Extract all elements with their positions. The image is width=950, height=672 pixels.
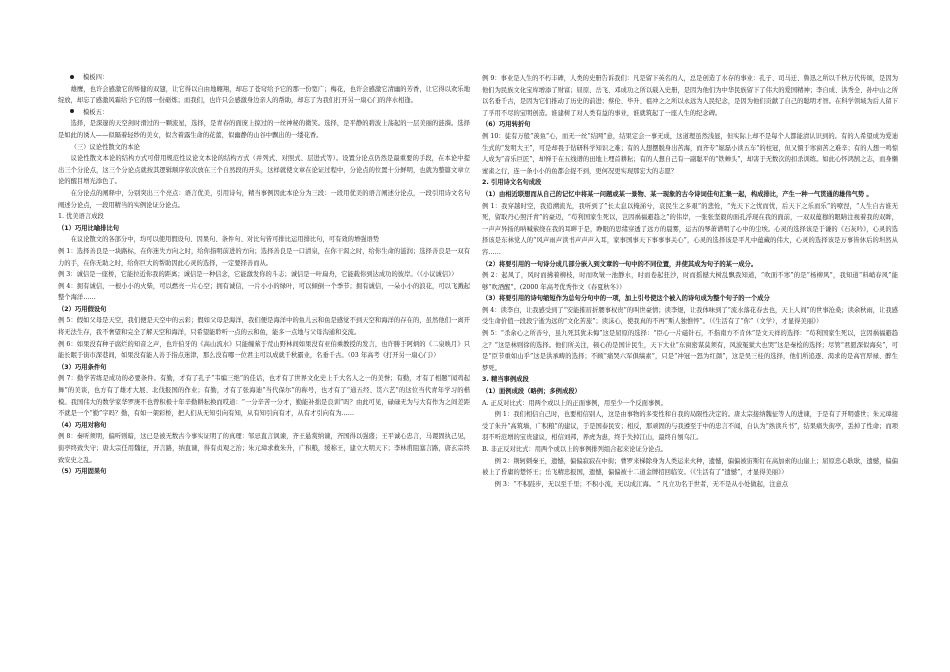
section-heading: （3）巧用条件句 — [58, 363, 107, 371]
bullet-dot-icon — [70, 109, 74, 113]
paragraph: 例 10：徒有万般“羡鱼”心，而无一丝“结网”意，结果定会一事无成，这道理虽然浅显，但实际上却不是每个人都能清认识到的。有的人希望成为爱迪生式的“发明大王”，可是却畏于钻研科学知识之难；有的人想摆脱身出苦海，而齐专“堀磊小读五车”的柱冠，但又慑于寒窗苦之难辛；有的人想一鸣惊人成为“音乐巨匠”，却惮于在五线谱的田地上埋首耕耘；有的人想自己有一副聪平的“铁蝉头”，却害于无数次的扣杀训练。如此心怀鸿鹄之志，而身懒蜜雀之行，连一条小小的鱼都会捉不到，更何况更实现那宏大的志愿？ — [482, 132, 898, 175]
section-heading: （1）巧用比喻排比句 — [58, 224, 120, 232]
section-heading: （2）将要引用的一句诗分成几部分嵌入到文章的一句中的不同位置，并使其成为句子的某一成分。 — [482, 260, 758, 268]
paragraph: 例 2：荆轲刺秦王，遗憾，偏偏寂寂在中街；曹罗来梯除身为人类运来火种，遗憾，偏偏被宙斯钉在高加索的山崖上；屈原忠心耿耿，遗憾，偏偏被上了昏庸的楚怀王；岳飞精忠报国，遗憾，偏偏被十二道金牌招回临安。（《生活有了“遗憾”，才显得美丽》） — [482, 457, 898, 477]
paragraph: A. 正反对比式：用两个或以上的正面事例，用至少一个反面事例。 — [482, 399, 667, 407]
section-heading: （1）面例成段（略例；多例成段） — [482, 388, 581, 396]
section-heading: （4）巧用对称句 — [58, 421, 107, 429]
section-heading: （3）将要引用的诗句缩短作为总句分句中的一项，加上引号使这个被入的诗句成为整个句子的一个成分 — [482, 295, 770, 303]
paragraph: 例 4：读李白，让我感受到了“安能摧眉折腰事权贵”的叫世豪情；读李煜，让我体味到了“流水落花春去也，天上人间”的世事沧桑；读余秋雨，让我感受生命价值一段段宁逝为远的“文化苦旅”；读沫心，使我真的不再“斯人独憔悴”。（《生活有了“你”（文学），才显得美丽》） — [482, 306, 898, 326]
paragraph: 例 7：勤学苦练是成功的必要条件。有勤，才有了孔子“韦编三绝”的佳话，也才有了世界文化史上千大名人之一的美誉；有勤，才有了相题“闻鸡起舞”的美谈，也方有了雄才大展、北伐报国的作业；有勤，才有了张海迪“当代保尔”的称号，也才有了“通五经、贯六艺”的这位当代青年学习的楷模。我国伟大的数学家华罗庚不也曾积极十年辛勤耕耘换而哎道：“一分辛苦一分才，勤能补拙是良训”吗？由此可见，碌碌无为与大有作为之间差距不就是一个“勤”字吗？勤，有如一架彩桥，把人们从无知引向有知，从有知引向有才，从有才引向有为…… — [58, 375, 470, 418]
paragraph: 例 5：假如父母是天空，我们便是天空中的云彩；假如父母是海洋，我们便是海洋中的鱼儿云和鱼是感觉不到天空和海洋的存在的，虽然他们一离开将无法生存，我不奢望和完全了解天空和海洋，只希望能聆听一点的云和鱼，能多一点地与父母沟通和交流。 — [58, 317, 470, 337]
left-column — [58, 72, 470, 478]
bullet-label: 模板五： — [83, 108, 109, 116]
section-heading: （2）巧用假设句 — [58, 305, 107, 313]
bullet-item — [58, 72, 470, 84]
paragraph: 例 9：事业是人生的不朽丰碑，人类的史册告诉我们：凡是留下英名的人，总是创造了水存的事业：孔子、司马迁、鲁迅之所以千秋万代传颂，是因为他们为民族文化宝库增添了财富；屈原、岳飞、邓成功之所以载入史册，是因为他们为中华民族留下了伟大的爱国精神；李自成、洪秀全、孙中山之所以名垂千古，是因为它们推动了历史的前进；蔡伦、毕升、祖冲之之所以永远为人民纪念，是因为他们贡献了自己的聪明才智。在科学领域为后人留下了孚用不尽的宝明创造。谁建树了对人类有益的事业，谁就筑起了一座人生的纪念碑。 — [482, 75, 898, 117]
paragraph: 例 5：“杀余心之所善兮，虽九死其犹未悔”这是屈原的选择：“臣心一片磁针石，不指南方不肯休”是文天祥的选择：“苟利国家生死以，岂因祸福避趋之？”这是林则徐的选择。他们所关注，顿心的是国计民生，天下大业“东窗密谋莫须有，风波冤狱大也哭”这是秦桧的选择；尽管“君愿深似海矣”，可是“臣节重如山乎”这是洪承畴的选择；不顾“痛哭六军俱缟素”，只是“冲冠一怒为红颜”，这是吴三桂的选择，他们所追逐、渴求的是高官厚禄、醉生梦死。 — [482, 330, 898, 372]
section-heading: （5）巧用固果句 — [58, 468, 107, 476]
section-heading: 3. 精当事例成段 — [482, 376, 529, 384]
paragraph: 例 1：我们相信自己时，也要相信别人，这是由事物的多变性和自我的局限性决定的。唐太宗接纳魏征等人的进谏，于是有了开明盛世；朱元璋接受了朱升“高筑墙，广积粮”的建议，于是国泰民安；相反，那顽固的与我遵至于中的忠言不闻，自认为“熟读兵书”，结果痛失街亭，丢掉了性命；而项羽不听范增的宝贵建议，相信刘邦，养虎为患，终于失掉江山，最终自刎乌江。 — [482, 411, 898, 442]
section-heading: （6）巧用转折句 — [482, 121, 531, 129]
bullet-label: 模板四： — [83, 74, 109, 81]
paragraph: 例 1：我穿越时空，我追溯流光，我听到了“长太息以掩涕兮，哀民生之多艰”的悲怆，“先天下之忧而忧，后天下之乐而乐”的嘹涅，“人生自古谁无死，留取丹心照汗青”的豪迈，“苟利国家生死以，岂因祸福避趋之”的伟岸，一张张坚毅的面孔浮现在我的面前，一双双蕴穆的眼睛注视着我的双眸，一声声异扬的呐喊萦绕在我的耳畔于是，睁眼的思绪穿透了远方的晨雾，运古的琴萧谱明了心中的尘埃。心灵的选择该是于谦的《石灰吟》，心灵的选择该是东林党人的“风声雨声读书声声声入耳，家事国事天下事事事关心”，心灵的选择该是平凡中蕴藏的伟大，心灵的选择该是万事皆休后的坦然从容…… — [482, 202, 898, 256]
bullet-item — [58, 107, 470, 119]
paragraph: 例 3：诚信是一座桥，它能拉近你我的距离；诚信是一种信念，它能激发你的斗志；诚信是一叶扁舟，它能载你到达成功的彼岸。（《小议诚信》） — [58, 271, 458, 279]
paragraph: （三）议论性散文的本论 — [70, 143, 140, 151]
paragraph: 1. 优美语言成段 — [58, 213, 104, 221]
paragraph: 例 2：起风了，风时而拂着柳枝，时而吹皱一池静水，时而卷起狂沙，时而摇撼大树乱飘我知道，“吹面不寒”的是“杨柳风”，我知道“料峭春风”能够“吹酒醒”。(2000 年高考优秀作文《春夏秋冬》） — [482, 272, 898, 291]
paragraph: 在分论点的阐释中，分别突出三个亮点：语言优美，引用诗句，精当事例因此本论分为三段：一段用优美的语言阐述分论点，一段引用诗文名句阐述分论点，一段用精当的实例论证分论点。 — [58, 189, 470, 209]
bullet-dot-icon — [70, 75, 74, 79]
right-column — [482, 73, 898, 490]
paragraph: 选择，是深邃的天空剑时滑过的一颗流星，选择，是青春的面庞上掠过的一丝神秘的微笑。选择，是平静的碧波上荡起的一层美丽的涟漪。选择是如此的诱人——似隔着轻纱的美女，似含着露生命的花蕾，似幽静的山谷中飘出的一缕花香。 — [58, 120, 470, 139]
paragraph: 在议论散文的各部分中，均可以使用假设句、因果句、条件句、对比句皆可排比运用排比句，可有效的增强语势 — [70, 236, 380, 244]
paragraph: B. 非正反对比式：用两个或以上的事例排列组合起来论证分论点。 — [482, 446, 667, 453]
paragraph: 例 3：“不积跬步，无以至千里；不积小流，无以成江海。 ” 凡立功名于世者，无不是从小处做起，注意点 — [494, 480, 789, 488]
paragraph: 例 4：拥有诚信，一根小小的火柴，可以燃亮一片心空；拥有诚信，一片小小的绿叶，可以倾倒一个季节；拥有诚信，一朵小小的浪花，可以飞溅起整个海洋…… — [58, 282, 470, 302]
paragraph: 例 6：如果没有种子腐烂的知音之声，也许伯牙的《高山流水》只能缠萦于荒山野林间如果没有亚伯乘教授的发言，也许勝于阿炳的《二泉映月》只能长眠于街市深巷间，如果没有能人善于指点迷津，那么没有哪一位君主可以成就千秋霸业，名垂千古。（03 年高考《打开另一扇心门》） — [58, 340, 470, 360]
paragraph: 例 1：选择善良是一块路标，在你迷失方向之时，给你指明前进的方向；选择善良是一口清泉，在你干渴之时，给你生命的滋润；选择善良是一双有力的手，在你无助之时，给你巨大的帮助因此心灵的选择，一定要择善而从。 — [58, 247, 470, 267]
section-heading: 2. 引用诗文名句成段 — [482, 179, 542, 187]
section-heading: （1）由相近联想而从自己的记忆中将某一问题或某一景物、某一现象的古今诗词佳句汇集一起，构成排比，产生一种一气贯通的雄伟气势 。 — [482, 190, 873, 198]
paragraph: 议论性散文本论的结构方式可借用规范性议论文本论的结构方式（并列式、对照式、层进式等）。设置分论点仍然是最重要的手段，在本论中提出三个分论点，这三个分论点就按其逻辑顺序依次放在三个自然段的开头，这样就使文章在论证过程中，分论点的位置十分鲜明，也就为整篇文章立论的醒目增光添色了。 — [58, 155, 470, 186]
paragraph: 例 8：秦听须明，偏听则暗，这已是被无数古今事实证明了的真理：邹忌直言讽谏，齐王悬赏纳谏，齐国得以强盛；王平诚心忠言，马谡固执己见，街亭终致失守；唐太宗任用魏征，开言路，纳直谏，得有贞观之治；朱元璋求救朱升，广积粮，缓称王，建立大明天下；李林甫阻塞言路，唐玄宗终致安史之乱。 — [58, 433, 470, 464]
paragraph: 雄鹰，也许会感激它的矫健的双翅，让它得以自由地翱翔，却忘了苍穹给予它的那一份宽广；梅花，也许会感激它清幽的芳香，让它得以欢乐地绽放，却忘了感激风霜给予它的那一份砺炼；而我们，也许只会感激身边亲人的帮助，却忘了为我们打开另一扇心门的萍水相逢。 — [58, 85, 470, 105]
